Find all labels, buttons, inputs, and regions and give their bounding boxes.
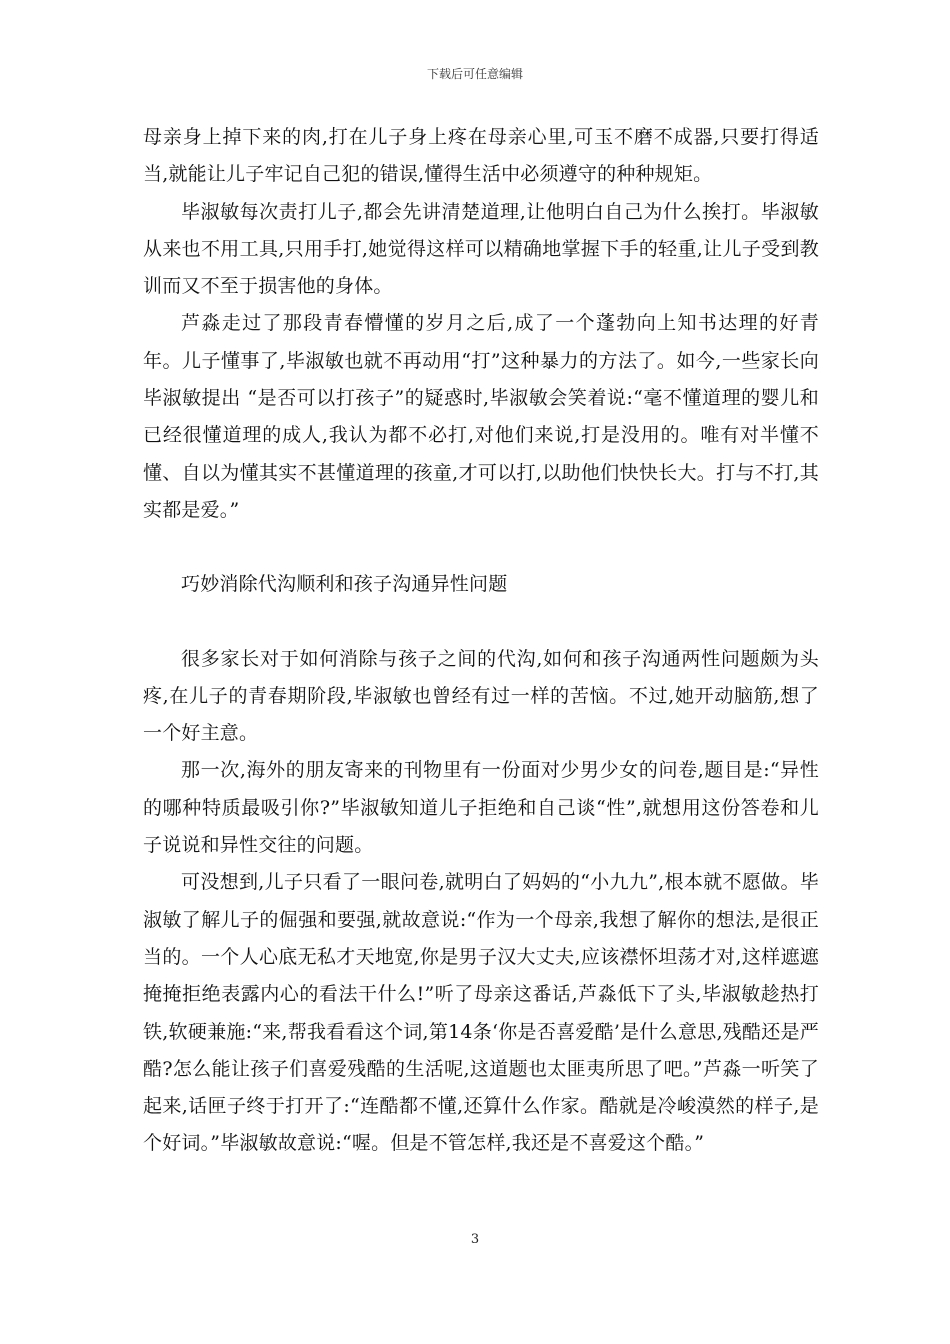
page-header: 下载后可任意编辑 xyxy=(426,67,523,81)
paragraph-4: 很多家长对于如何消除与孩子之间的代沟,如何和孩子沟通两性问题颇为头疼,在儿子的青春期阶段,毕淑敏也曾经有过一样的苦恼。不过,她开动脑筋,想了一个好主意。 xyxy=(143,647,819,745)
section-heading: 巧妙消除代沟顺利和孩子沟通异性问题 xyxy=(181,573,508,596)
section-gap xyxy=(143,604,819,641)
paragraph-6: 可没想到,儿子只看了一眼问卷,就明白了妈妈的“小九九”,根本就不愿做。毕淑敏了解儿子的倔强和要强,就故意说:“作为一个母亲,我想了解你的想法,是很正当的。一个人心底无私才天地宽,你是男子汉大丈夫,应该襟怀坦荡才对,这样遮遮掩掩拒绝表露内心的看法干什么!”听了母亲这番话,芦淼低下了头,毕淑敏趁热打铁,软硬兼施:“来,帮我看看这个词,第14条‘你是否喜爱酷’是什么意思,残酷还是严酷?怎么能让孩子们喜爱残酷的生活呢,这道题也太匪夷所思了吧。”芦淼一听笑了起来,话匣子终于打开了:“连酷都不懂,还算什么作家。酷就是冷峻漠然的样子,是个好词。”毕淑敏故意说:“喔。但是不管怎样,我还是不喜爱这个酷。” xyxy=(143,871,819,1155)
page-number: 3 xyxy=(470,1232,480,1247)
section-gap xyxy=(143,529,819,566)
paragraph-1: 母亲身上掉下来的肉,打在儿子身上疼在母亲心里,可玉不磨不成器,只要打得适当,就能让儿子牢记自己犯的错误,懂得生活中必须遵守的种种规矩。 xyxy=(143,126,819,186)
document-body xyxy=(143,119,819,1163)
paragraph-5: 那一次,海外的朋友寄来的刊物里有一份面对少男少女的问卷,题目是:“异性的哪种特质最吸引你?”毕淑敏知道儿子拒绝和自己谈“性”,就想用这份答卷和儿子说说和异性交往的问题。 xyxy=(143,759,819,857)
paragraph-2: 毕淑敏每次责打儿子,都会先讲清楚道理,让他明白自己为什么挨打。毕淑敏从来也不用工具,只用手打,她觉得这样可以精确地掌握下手的轻重,让儿子受到教训而又不至于损害他的身体。 xyxy=(143,200,819,298)
paragraph-3: 芦淼走过了那段青春懵懂的岁月之后,成了一个蓬勃向上知书达理的好青年。儿子懂事了,毕淑敏也就不再动用“打”这种暴力的方法了。如今,一些家长向毕淑敏提出 “是否可以打孩子”的疑惑时,毕淑敏会笑着说:“毫不懂道理的婴儿和已经很懂道理的成人,我认为都不必打,对他们来说,打是没用的。唯有对半懂不懂、自以为懂其实不甚懂道理的孩童,才可以打,以助他们快快长大。打与不打,其实都是爱。” xyxy=(143,312,819,521)
